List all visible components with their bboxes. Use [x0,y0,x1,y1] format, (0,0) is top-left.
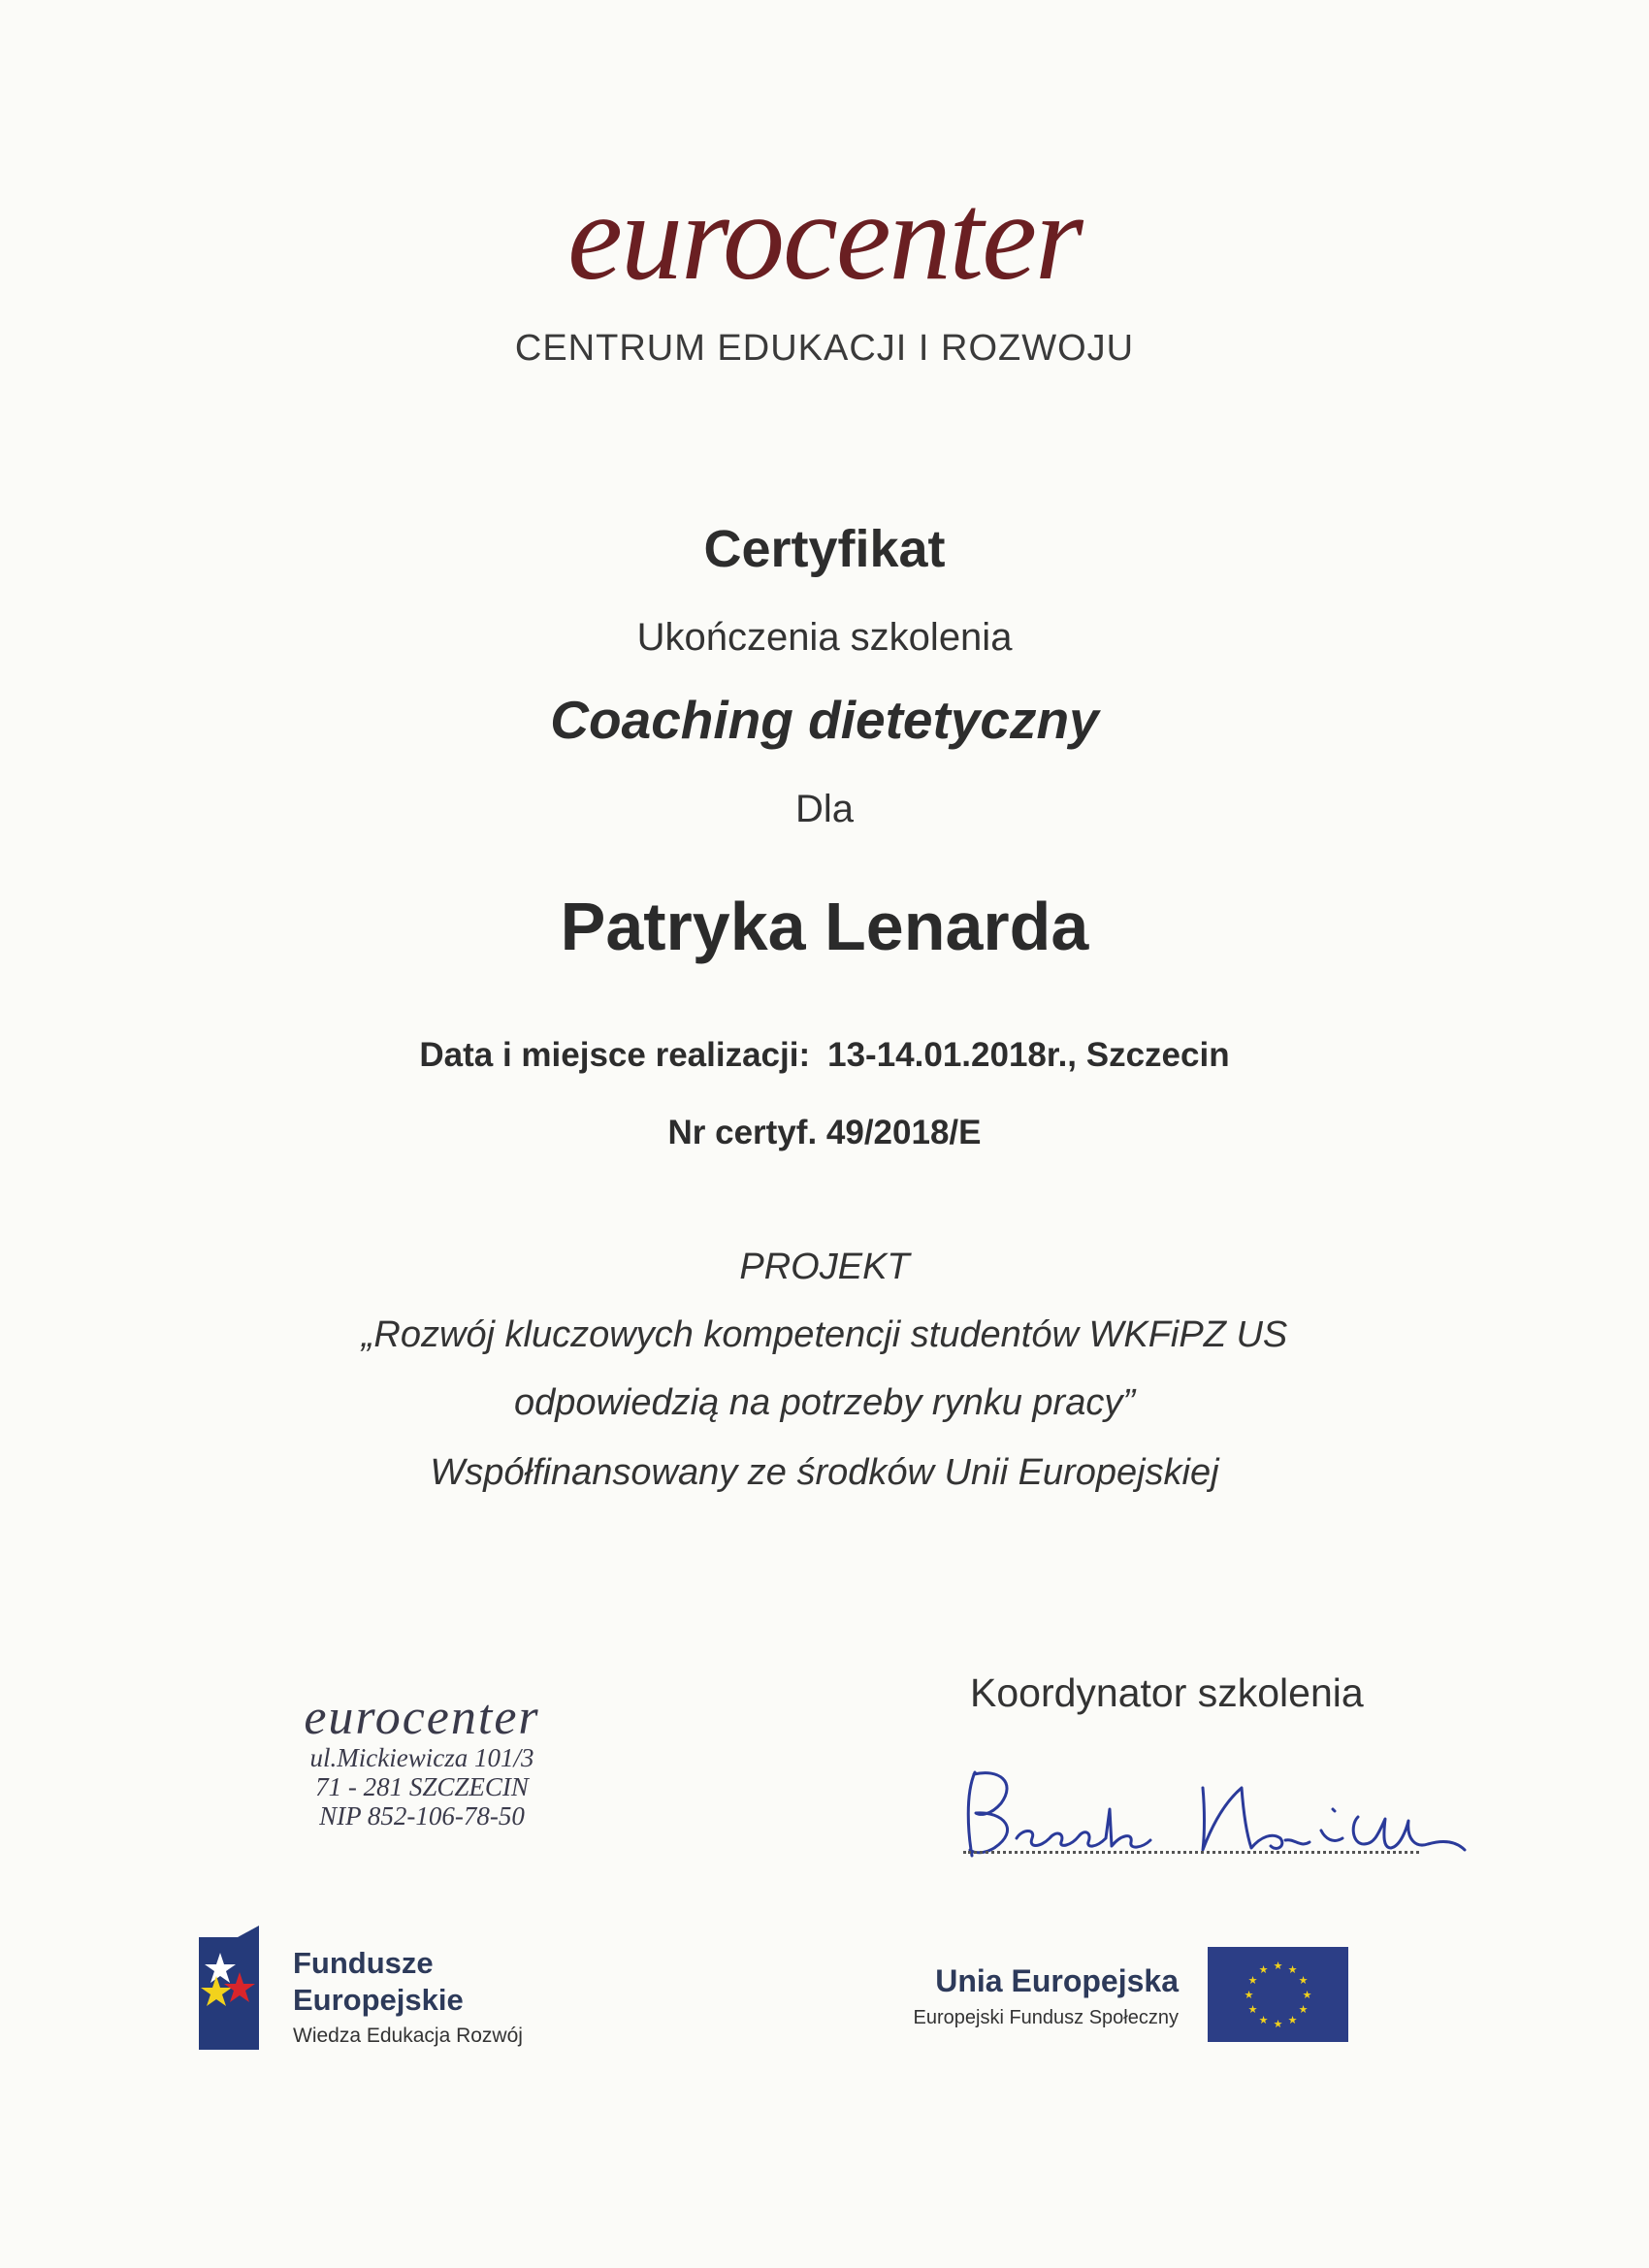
for-label: Dla [794,788,855,830]
certificate-title: Certyfikat [703,520,946,578]
eu-star-icon: ★ [1302,1990,1312,2001]
project-line-1: „Rozwój kluczowych kompetencji studentów WKFiPZ US [361,1314,1288,1355]
eurocenter-logo: eurocenter [567,168,1082,306]
fe-title-line-1: Fundusze [293,1946,434,1980]
eu-star-icon: ★ [1273,2019,1283,2030]
project-line-3: Współfinansowany ze środków Unii Europejskiej [430,1452,1219,1493]
fundusze-europejskie-logo [199,1926,267,2050]
coordinator-label: Koordynator szkolenia [970,1670,1364,1715]
coordinator-signature [960,1761,1484,1867]
date-value: 13-14.01.2018r., Szczecin [827,1036,1230,1074]
date-place-line [0,1036,1649,1075]
fundusze-europejskie-text [293,1945,523,2048]
project-label: PROJEKT [739,1247,910,1287]
eu-star-icon: ★ [1258,2015,1269,2026]
eu-star-icon: ★ [1287,1964,1298,1976]
eu-star-icon: ★ [1298,1975,1309,1987]
eu-star-icon: ★ [1247,1975,1258,1987]
fe-title-line-2: Europejskie [293,1983,464,2017]
date-label: Data i miejsce realizacji: [419,1036,811,1074]
eu-star-icon: ★ [1247,2004,1258,2016]
stamp-brand: eurocenter [304,1690,540,1745]
company-stamp [247,1690,597,1831]
ue-subtitle: Europejski Fundusz Społeczny [913,2007,1179,2028]
certificate-number: Nr certyf. 49/2018/E [667,1114,982,1151]
signature-line [963,1851,1419,1854]
eu-star-icon: ★ [1258,1964,1269,1976]
eu-star-icon: ★ [1244,1990,1254,2001]
certificate-subtitle: Ukończenia szkolenia [636,616,1013,659]
ue-title: Unia Europejska [935,1963,1179,1998]
unia-europejska-text [854,1963,1179,2029]
stamp-address: ul.Mickiewicza 101/3 [309,1743,534,1772]
logo-subtitle: CENTRUM EDUKACJI I ROZWOJU [514,328,1135,369]
course-name: Coaching dietetyczny [550,690,1099,750]
project-line-2: odpowiedzią na potrzeby rynku pracy” [513,1382,1135,1423]
stamp-city: 71 - 281 SZCZECIN [315,1772,529,1801]
stamp-nip: NIP 852-106-78-50 [319,1801,525,1831]
recipient-name: Patryka Lenarda [560,889,1089,964]
eu-star-icon: ★ [1298,2004,1309,2016]
eu-star-icon: ★ [1287,2015,1298,2026]
fe-tagline: Wiedza Edukacja Rozwój [293,2025,523,2047]
eu-flag-icon [1208,1947,1348,2042]
eu-star-icon: ★ [1273,1960,1283,1972]
